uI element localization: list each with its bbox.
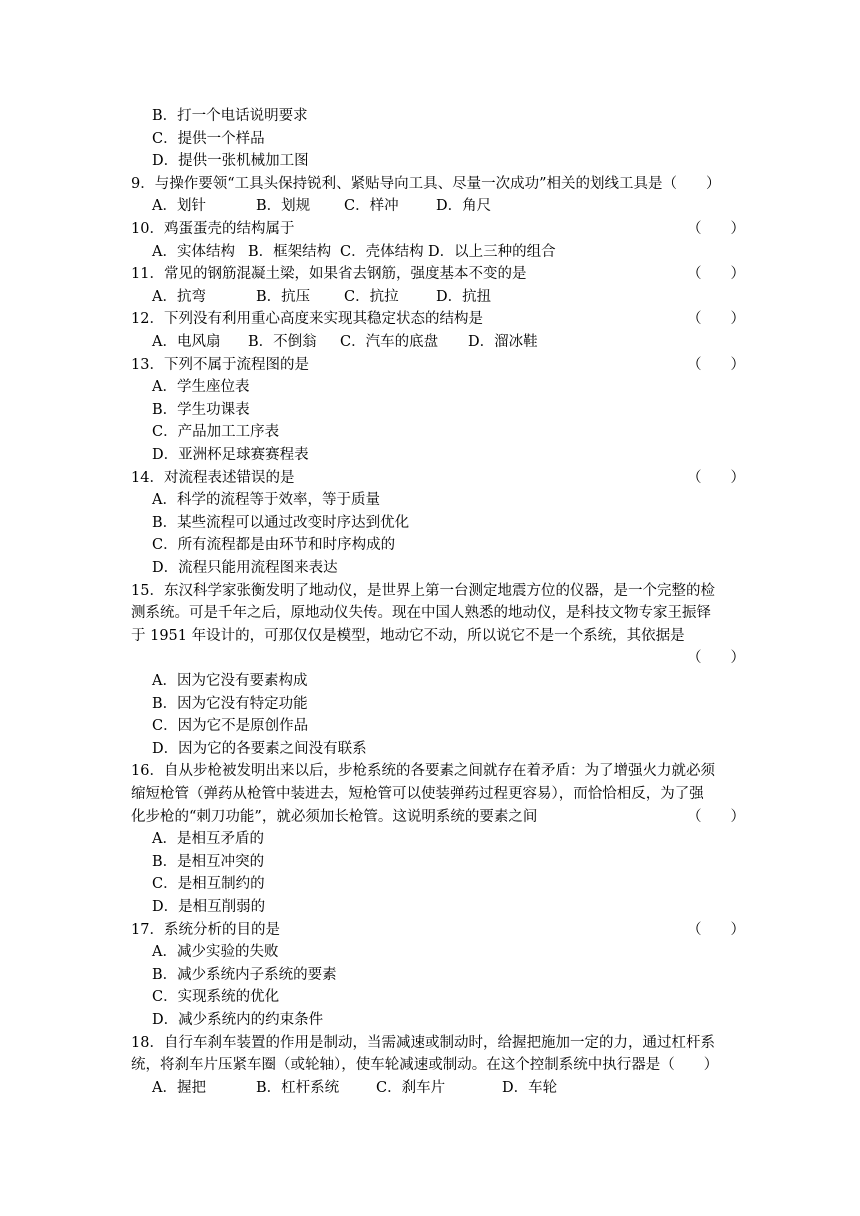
answer-option: D．是相互削弱的 — [152, 899, 266, 915]
answer-blank-parentheses: （ ） — [687, 650, 745, 667]
question-text: 10．鸡蛋蛋壳的结构属于 — [131, 221, 295, 237]
answer-option: D．减少系统内的约束条件 — [152, 1012, 324, 1028]
answer-blank-parentheses: （ ） — [687, 921, 745, 938]
answer-blank-parentheses: （ ） — [687, 469, 745, 486]
answer-option: D．提供一张机械加工图 — [152, 153, 309, 170]
answer-option: B．是相互冲突的 — [152, 853, 265, 870]
answer-option: D．角尺 — [436, 198, 492, 215]
answer-option: C．实现系统的优化 — [152, 989, 280, 1006]
answer-option: D．抗扭 — [436, 288, 492, 305]
answer-options-row — [152, 331, 732, 353]
answer-blank-parentheses: （ ） — [687, 266, 745, 283]
answer-option: C．提供一个样品 — [152, 130, 265, 147]
answer-blank-parentheses: （ ） — [687, 356, 745, 373]
answer-option: C．刹车片 — [376, 1079, 446, 1096]
answer-option: A．实体结构 — [152, 243, 235, 260]
answer-option: C．产品加工工序表 — [152, 424, 280, 441]
answer-option: B．学生功课表 — [152, 401, 250, 418]
answer-option: A．因为它没有要素构成 — [152, 673, 308, 689]
answer-option: B．因为它没有特定功能 — [152, 695, 308, 712]
question-text: 17．系统分析的目的是 — [131, 921, 280, 938]
answer-option: C．样冲 — [344, 198, 399, 215]
answer-option: B．杠杆系统 — [256, 1079, 340, 1096]
question-continuation: 化步枪的“刺刀功能”，就必须加长枪管。这说明系统的要素之间 — [131, 808, 538, 825]
answer-option: B．抗压 — [256, 288, 311, 305]
question-continuation: 统，将刹车片压紧车圈（或轮轴），使车轮减速或制动。在这个控制系统中执行器是（ ） — [131, 1057, 719, 1074]
answer-option: A．电风扇 — [152, 334, 221, 350]
answer-option: B．减少系统内子系统的要素 — [152, 966, 337, 983]
answer-option: C．抗拉 — [344, 288, 399, 305]
answer-options-row — [152, 1077, 732, 1099]
answer-blank-parentheses: （ ） — [687, 808, 745, 825]
question-text: 11．常见的钢筋混凝土梁，如果省去钢筋，强度基本不变的是 — [131, 266, 527, 283]
answer-option: A．抗弯 — [152, 288, 206, 305]
question-text: 14．对流程表述错误的是 — [131, 469, 295, 486]
answer-options-row — [152, 286, 732, 308]
answer-option: C．所有流程都是由环节和时序构成的 — [152, 537, 396, 554]
answer-option: A．划针 — [152, 198, 206, 215]
answer-option: B．不倒翁 — [248, 334, 317, 350]
answer-blank-parentheses: （ ） — [687, 311, 745, 328]
answer-blank-parentheses: （ ） — [687, 221, 745, 237]
question-text: 15．东汉科学家张衡发明了地动仪，是世界上第一台测定地震方位的仪器，是一个完整的检 — [131, 582, 715, 599]
answer-option: A．是相互矛盾的 — [152, 831, 264, 848]
answer-option: A．减少实验的失败 — [152, 944, 279, 961]
question-continuation: 测系统。可是千年之后，原地动仪失传。现在中国人熟悉的地动仪，是科技文物专家王振铎 — [131, 605, 711, 622]
answer-option: D．亚洲杯足球赛赛程表 — [152, 447, 309, 463]
question-text: 16．自从步枪被发明出来以后，步枪系统的各要素之间就存在着矛盾：为了增强火力就必须 — [131, 763, 715, 780]
question-continuation — [131, 647, 745, 669]
question-text: 13．下列不属于流程图的是 — [131, 356, 309, 373]
answer-option: B．打一个电话说明要求 — [152, 108, 308, 124]
question-text: 9．与操作要领“工具头保持锐利、紧贴导向工具、尽量一次成功”相关的划线工具是（ ） — [131, 175, 721, 192]
answer-option: D．因为它的各要素之间没有联系 — [152, 740, 367, 757]
answer-option: D．流程只能用流程图来表达 — [152, 560, 338, 576]
question-continuation: 于 1951 年设计的，可那仅仅是模型，地动它不动，所以说它不是一个系统，其依据是 — [131, 627, 685, 644]
answer-option: D．以上三种的组合 — [428, 243, 556, 260]
answer-option: C．汽车的底盘 — [340, 334, 439, 350]
question-continuation: 缩短枪管（弹药从枪管中装进去，短枪管可以使装弹药过程更容易），而恰恰相反，为了强 — [131, 786, 704, 802]
answer-option: C．是相互制约的 — [152, 876, 265, 893]
answer-option: B．框架结构 — [248, 243, 332, 260]
answer-option: A．学生座位表 — [152, 379, 250, 396]
answer-option: C．壳体结构 — [340, 243, 424, 260]
question-text: 18．自行车刹车装置的作用是制动，当需减速或制动时，给握把施加一定的力，通过杠杆系 — [131, 1034, 715, 1051]
answer-options-row — [152, 241, 732, 263]
answer-option: D．溜冰鞋 — [468, 334, 538, 350]
answer-option: A．握把 — [152, 1079, 206, 1096]
answer-options-row — [152, 195, 732, 217]
question-text: 12．下列没有利用重心高度来实现其稳定状态的结构是 — [131, 311, 483, 328]
answer-option: A．科学的流程等于效率，等于质量 — [152, 492, 380, 509]
answer-option: C．因为它不是原创作品 — [152, 718, 309, 735]
answer-option: B．某些流程可以通过改变时序达到优化 — [152, 514, 410, 531]
answer-option: D．车轮 — [502, 1079, 558, 1096]
answer-option: B．划规 — [256, 198, 311, 215]
